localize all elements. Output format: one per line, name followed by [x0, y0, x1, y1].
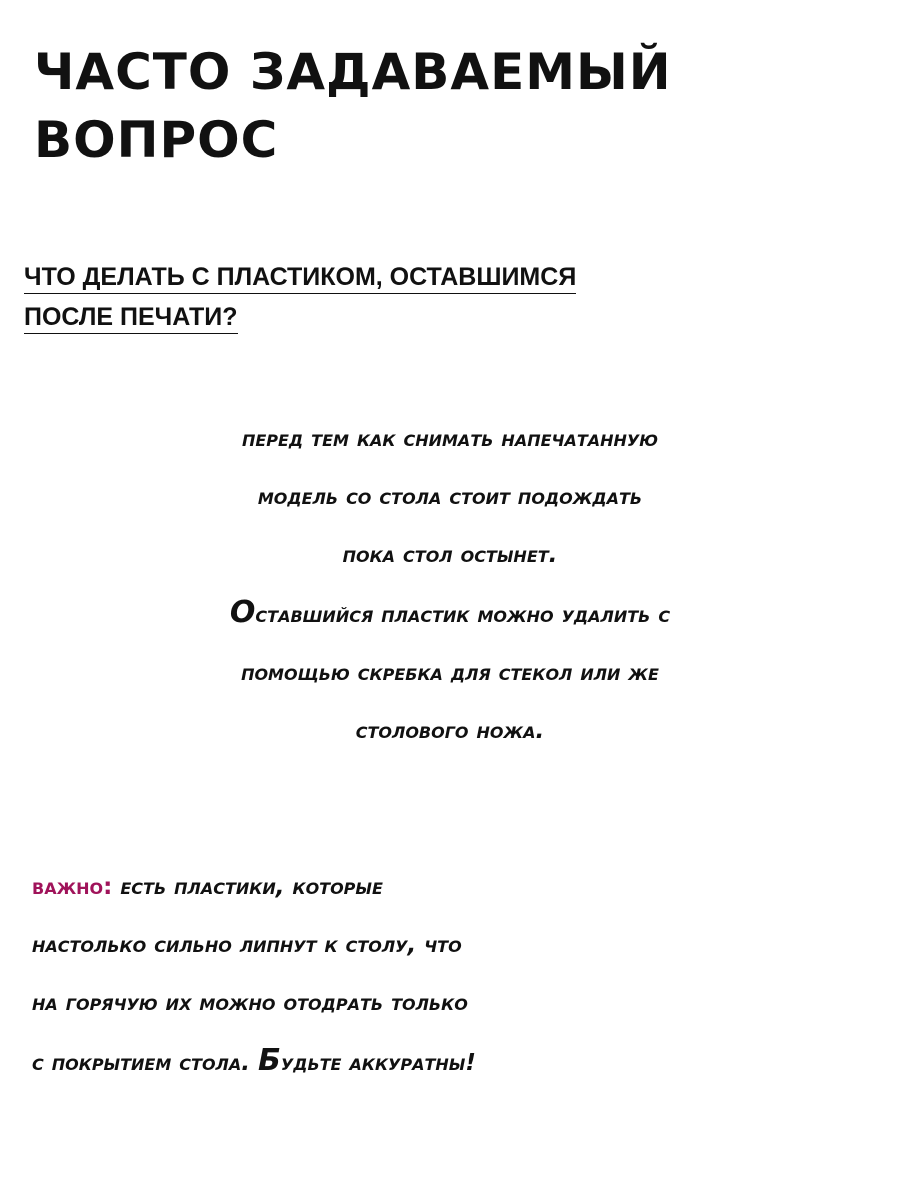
faq-question-line-1: ЧТО ДЕЛАТЬ С ПЛАСТИКОМ, ОСТАВШИМСЯ [24, 261, 576, 294]
important-note-line-3: на горячую их можно отодрать только [32, 990, 468, 1016]
faq-answer-line-4: Оставшийся пластик можно удалить с [229, 595, 671, 630]
important-note-text-4a: с покрытием стола. [32, 1050, 250, 1076]
faq-question-line-2: ПОСЛЕ ПЕЧАТИ? [24, 301, 238, 334]
faq-answer-line-6: столового ножа. [355, 718, 545, 744]
important-note-text-1: есть пластики, которые [120, 874, 383, 900]
important-label: важно: [32, 874, 113, 900]
important-note-line-4 [32, 1032, 872, 1092]
page-title-line-1: ЧАСТО ЗАДАВАЕМЫЙ [34, 43, 672, 101]
page-title-line-2: ВОПРОС [34, 111, 279, 169]
faq-answer-line-3: пока стол остынет. [342, 542, 558, 568]
faq-answer [30, 410, 870, 760]
faq-answer-line-2: модель со стола стоит подождать [257, 484, 643, 510]
faq-question [24, 258, 874, 338]
faq-answer-line-1: перед тем как снимать напечатанную [241, 426, 659, 452]
important-note [32, 858, 872, 1092]
page-title [34, 38, 854, 174]
important-note-text-4b: будьте аккуратны! [257, 1043, 476, 1078]
important-note-line-2: настолько сильно липнут к столу, что [32, 932, 462, 958]
faq-answer-line-5: помощью скребка для стекол или же [241, 660, 659, 686]
important-note-line-1 [32, 858, 872, 916]
